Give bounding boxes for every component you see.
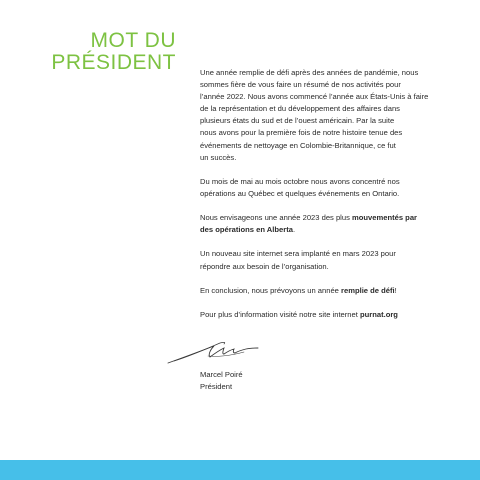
paragraph-4 xyxy=(200,248,438,272)
text-line: sommes fière de vous faire un résumé de nos activités pour xyxy=(200,80,401,90)
text-line: Une année remplie de défi après des années de pandémie, nous xyxy=(200,68,419,77)
paragraph-2 xyxy=(200,176,438,200)
text-bold: mouvementés par xyxy=(352,213,417,223)
title-line-2: PRÉSIDENT xyxy=(51,51,176,74)
text-line: de la représentation et du développement des affaires dans xyxy=(200,104,400,114)
text-line xyxy=(200,309,438,321)
text-line: un succès. xyxy=(200,152,237,162)
website-link: purnat.org xyxy=(359,309,398,319)
paragraph-5 xyxy=(200,285,438,297)
text-plain: En conclusion, nous prévoyons un année xyxy=(200,285,342,295)
text-bold: remplie de défi xyxy=(341,285,395,295)
paragraph-6 xyxy=(200,309,438,321)
text-line: répondre aux besoin de l’organisation. xyxy=(200,261,329,271)
page-title xyxy=(51,30,176,74)
text-line: événements de nettoyage en Colombie-Britannique, ce fut xyxy=(200,140,396,150)
text-plain: ! xyxy=(394,285,397,295)
text-line: plusieurs états du sud et de l’ouest américain. Par la suite xyxy=(200,116,395,126)
text-line xyxy=(200,224,438,236)
signatory-title: Président xyxy=(200,382,233,392)
footer-bar xyxy=(0,460,480,480)
text-line: nous avons pour la première fois de notre histoire tenue des xyxy=(200,128,403,138)
signatory-name: Marcel Poiré xyxy=(200,370,243,379)
text-plain: . xyxy=(292,225,296,235)
text-line: opérations au Québec et quelques événements en Ontario. xyxy=(200,188,400,198)
text-line xyxy=(200,285,438,297)
letter-body xyxy=(200,67,438,333)
signature-image xyxy=(164,330,262,366)
paragraph-3 xyxy=(200,212,438,236)
paragraph-1 xyxy=(200,67,438,164)
text-plain: Nous envisageons une année 2023 des plus xyxy=(200,213,352,223)
text-line: Un nouveau site internet sera implanté en mars 2023 pour xyxy=(200,249,396,259)
text-line: Du mois de mai au mois octobre nous avons concentré nos xyxy=(200,176,400,186)
text-line xyxy=(200,212,438,224)
signoff xyxy=(200,369,243,393)
text-bold: des opérations en Alberta xyxy=(200,225,293,235)
title-line-1: MOT DU xyxy=(90,29,176,52)
text-line: l’année 2022. Nous avons commencé l’année aux États-Unis à faire xyxy=(200,92,429,102)
text-plain: Pour plus d’information visité notre site internet xyxy=(200,309,360,319)
